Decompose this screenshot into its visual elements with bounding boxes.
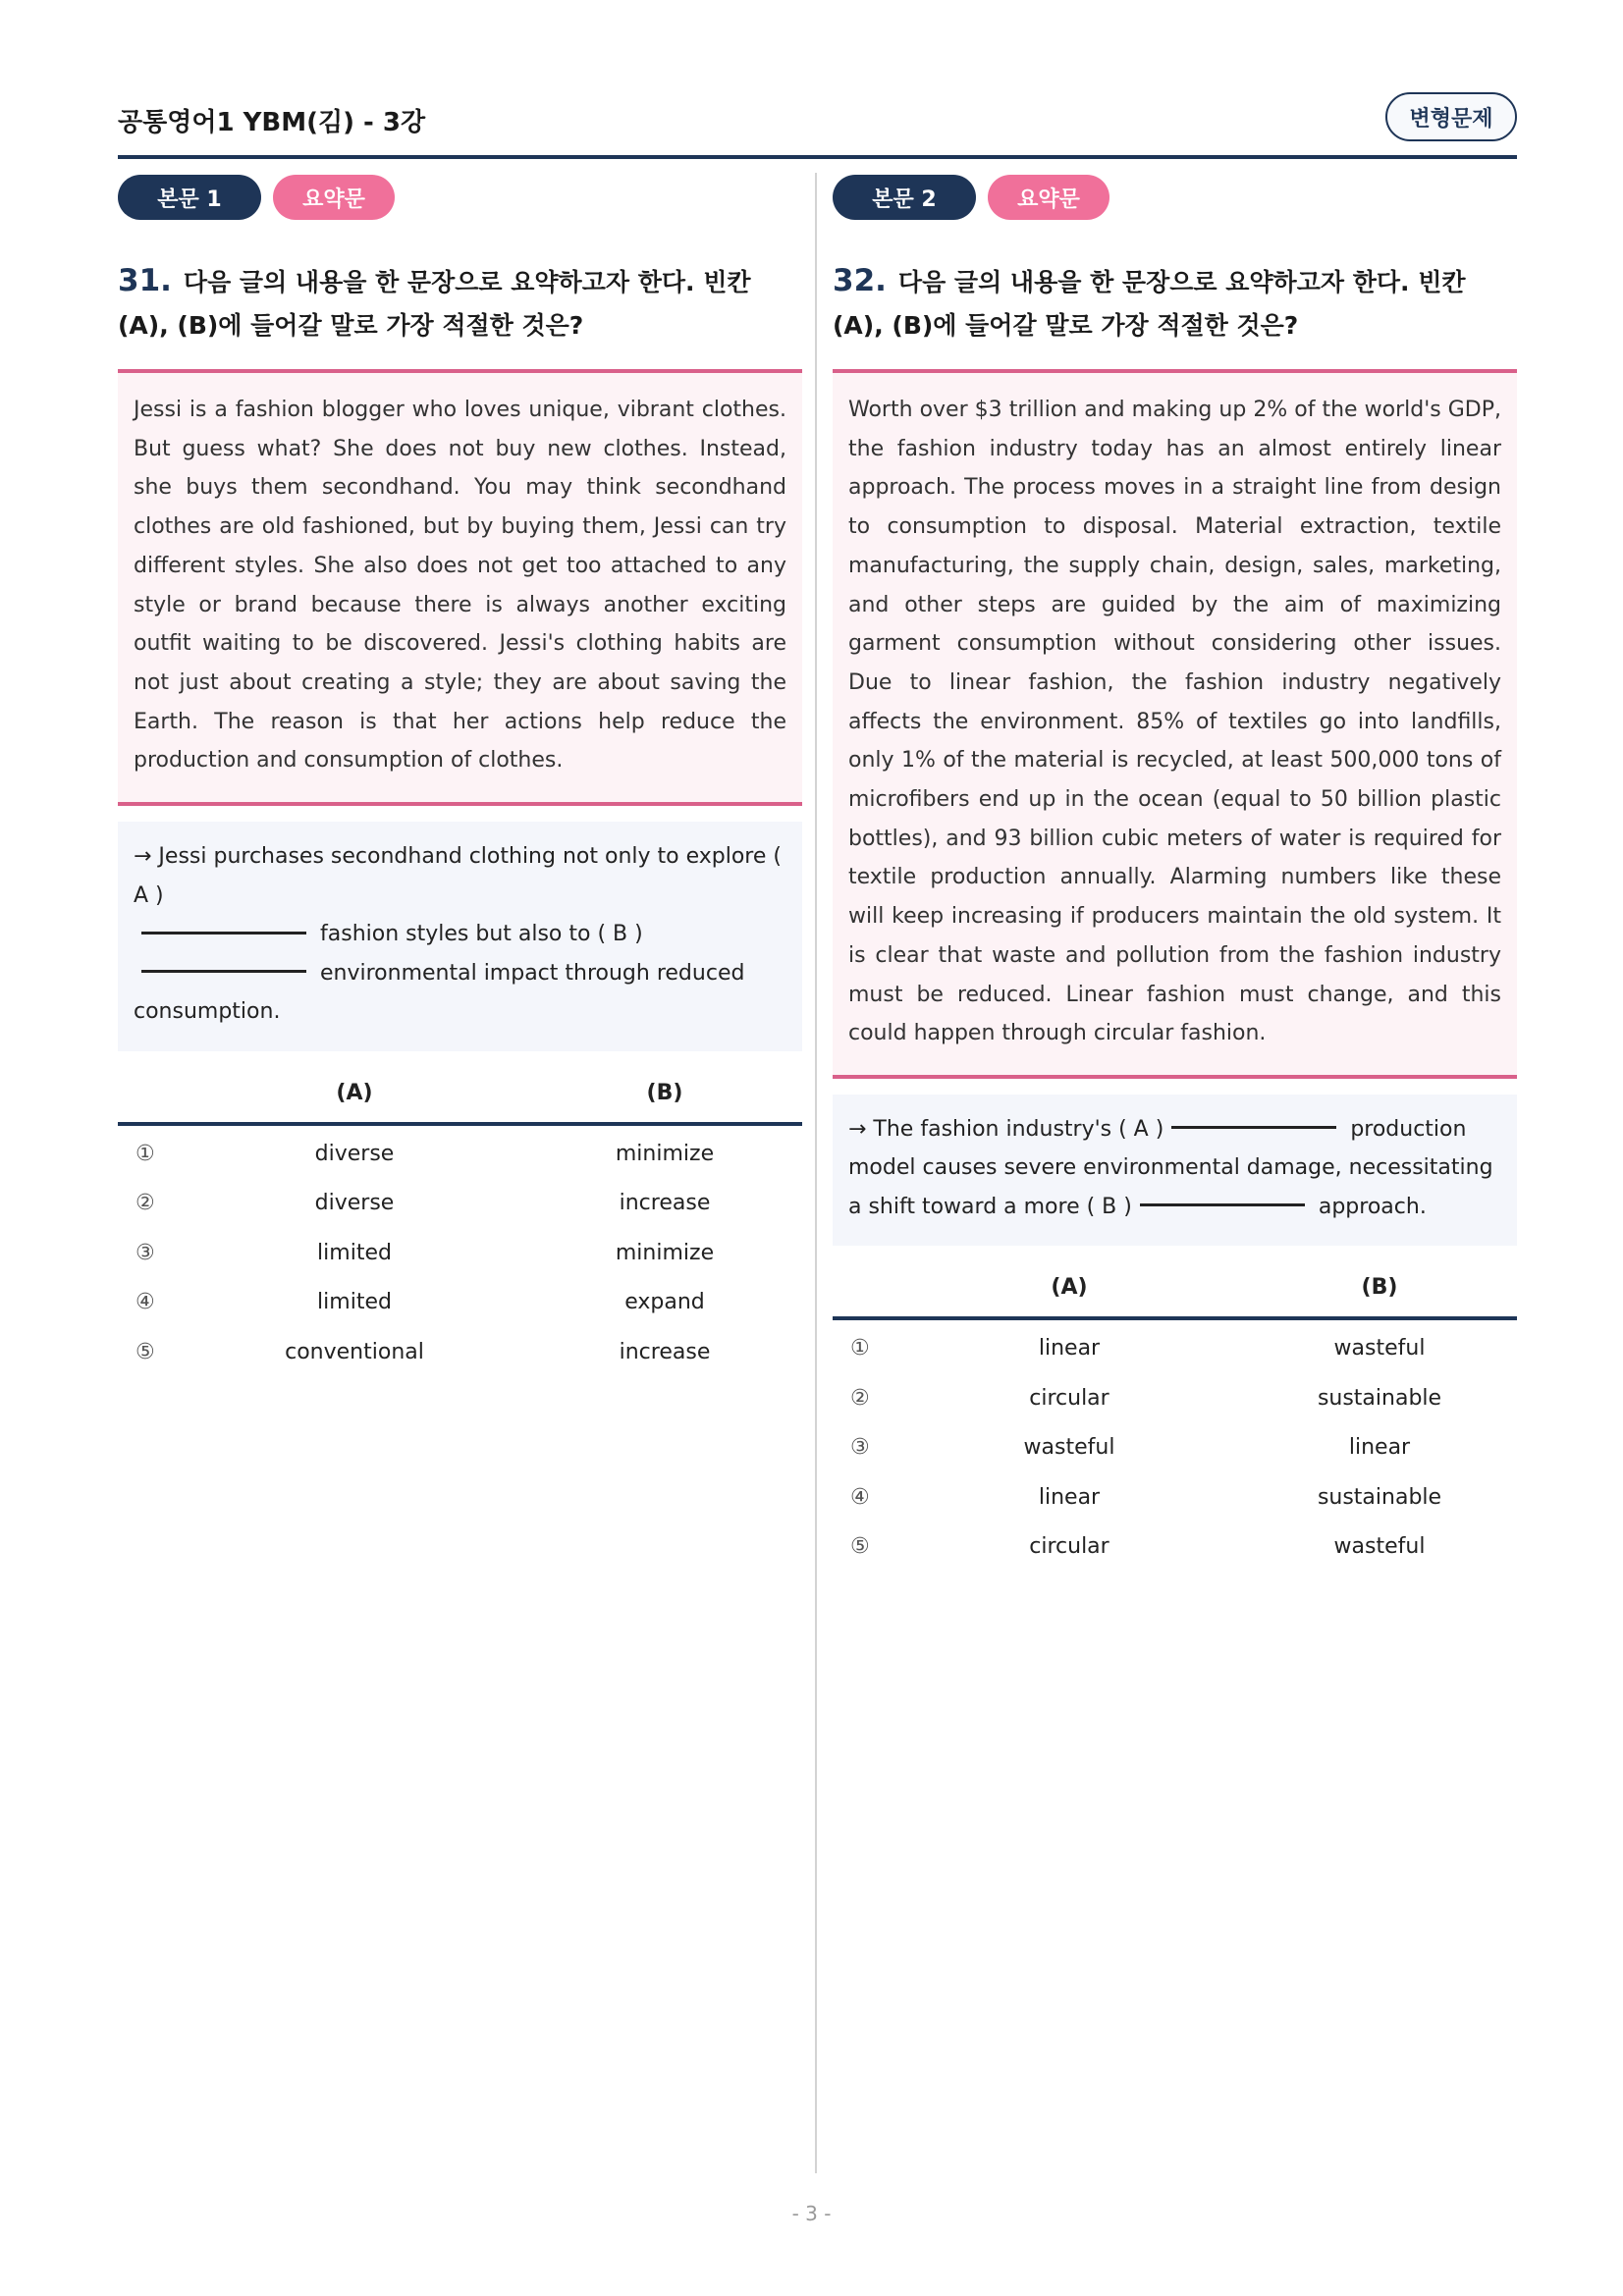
choice-a: limited — [317, 1290, 392, 1315]
passage-tag: 본문 1 — [118, 175, 261, 220]
header-rule — [118, 155, 1517, 159]
choice-b: wasteful — [1333, 1336, 1426, 1362]
choice-b: sustainable — [1317, 1385, 1442, 1411]
choice-row[interactable] — [118, 1229, 802, 1279]
choice-number: ② — [135, 1191, 155, 1216]
summary-box — [118, 822, 802, 1051]
choices-body — [118, 1126, 802, 1378]
choice-b: minimize — [615, 1141, 715, 1166]
choice-number: ② — [850, 1385, 870, 1411]
summary-part-3: environmental impact through reduced consumption. — [134, 960, 745, 1025]
choice-number: ⑤ — [135, 1339, 155, 1364]
choice-row[interactable] — [118, 1328, 802, 1378]
blank-b — [1140, 1203, 1305, 1206]
choice-number: ③ — [135, 1240, 155, 1265]
question-text: 다음 글의 내용을 한 문장으로 요약하고자 한다. 빈칸 (A), (B)에 들어갈 말로 가장 적절한 것은? — [833, 268, 1466, 340]
summary-box — [833, 1095, 1517, 1247]
choice-a: conventional — [285, 1339, 424, 1364]
choice-b: increase — [619, 1191, 711, 1216]
summary-part-2: production model causes severe environmental damage, necessitating a shift toward a more ( B ) — [848, 1116, 1493, 1219]
blank-a — [141, 932, 306, 934]
choice-number: ⑤ — [850, 1534, 870, 1560]
type-badge: 변형문제 — [1385, 92, 1517, 141]
choice-row[interactable] — [833, 1473, 1517, 1523]
choice-row[interactable] — [118, 1130, 802, 1180]
summary-tag: 요약문 — [273, 175, 395, 220]
question-number: 32. — [833, 263, 887, 298]
blank-b — [141, 970, 306, 973]
choice-b: minimize — [615, 1240, 715, 1265]
choice-row[interactable] — [118, 1179, 802, 1229]
passage-box: Jessi is a fashion blogger who loves unique, vibrant clothes. But guess what? She does not buy new clothes. Instead, she buys them secondhand. You may think secondhand clothes are old fashioned, but by buying them, Jessi can try different styles. She also does not get too attached to any style or brand because there is always another exciting outfit waiting to be discovered. Jessi's clothing habits are not just about creating a style; they are about saving the Earth. The reason is that her actions help reduce the production and consumption of clothes. — [118, 369, 802, 806]
col-b-header: (B) — [646, 1080, 683, 1105]
choice-b: expand — [624, 1290, 705, 1315]
choice-a: limited — [317, 1240, 392, 1265]
choice-a: linear — [1038, 1484, 1101, 1510]
choice-number: ③ — [850, 1435, 870, 1461]
choice-a: diverse — [314, 1191, 395, 1216]
question-number: 31. — [118, 263, 172, 298]
left-column — [118, 173, 802, 1377]
choice-a: circular — [1029, 1385, 1109, 1411]
tag-row — [118, 173, 802, 224]
choices-table — [833, 1271, 1517, 1573]
summary-part-2: fashion styles but also to ( B ) — [320, 922, 643, 947]
choice-a: diverse — [314, 1141, 395, 1166]
choice-row[interactable] — [833, 1522, 1517, 1573]
choice-number: ④ — [135, 1290, 155, 1315]
page-header — [118, 84, 1517, 159]
passage-box: Worth over $3 trillion and making up 2% of the world's GDP, the fashion industry today has an almost entirely linear approach. The process moves in a straight line from design to consumption to disposal. Material extraction, textile manufacturing, the supply chain, design, sales, marketing, and other steps are guided by the aim of maximizing garment consumption without considering other issues. Due to linear fashion, the fashion industry negatively affects the environment. 85% of textiles go into landfills, only 1% of the material is recycled, at least 500,000 tons of microfibers end up in the ocean (equal to 50 billion plastic bottles), and 93 billion cubic meters of water is required for textile production annually. Alarming numbers like these will keep increasing if producers maintain the old system. It is clear that waste and pollution from the fashion industry must be reduced. Linear fashion must change, and this could happen through circular fashion. — [833, 369, 1517, 1079]
choices-table — [118, 1077, 802, 1378]
choice-row[interactable] — [833, 1324, 1517, 1374]
col-b-header: (B) — [1361, 1275, 1398, 1301]
question — [118, 259, 802, 347]
choice-row[interactable] — [833, 1374, 1517, 1424]
question — [833, 259, 1517, 347]
tag-row — [833, 173, 1517, 224]
summary-tag: 요약문 — [988, 175, 1109, 220]
right-column — [833, 173, 1517, 1573]
choice-row[interactable] — [833, 1423, 1517, 1473]
choice-b: sustainable — [1317, 1484, 1442, 1510]
choice-b: wasteful — [1333, 1534, 1426, 1560]
choice-a: circular — [1029, 1534, 1109, 1560]
blank-a — [1171, 1126, 1336, 1129]
choice-number: ① — [850, 1336, 870, 1362]
page-number: - 3 - — [791, 2202, 832, 2225]
choice-b: linear — [1348, 1435, 1411, 1461]
choices-header — [118, 1077, 802, 1126]
page-title: 공통영어1 YBM(김) - 3강 — [118, 108, 426, 137]
passage-tag: 본문 2 — [833, 175, 976, 220]
choice-row[interactable] — [118, 1278, 802, 1328]
choice-number: ④ — [850, 1484, 870, 1510]
summary-part-1: → Jessi purchases secondhand clothing not only to explore ( A ) — [134, 844, 782, 908]
summary-part-1: → The fashion industry's ( A ) — [848, 1116, 1164, 1142]
question-text: 다음 글의 내용을 한 문장으로 요약하고자 한다. 빈칸 (A), (B)에 들어갈 말로 가장 적절한 것은? — [118, 268, 751, 340]
column-divider — [815, 173, 817, 2173]
choices-header — [833, 1271, 1517, 1320]
choice-a: wasteful — [1023, 1435, 1115, 1461]
col-a-header: (A) — [1051, 1275, 1088, 1301]
choice-b: increase — [619, 1339, 711, 1364]
col-a-header: (A) — [336, 1080, 373, 1105]
summary-part-3: approach. — [1318, 1194, 1427, 1219]
choice-a: linear — [1038, 1336, 1101, 1362]
choice-number: ① — [135, 1141, 155, 1166]
choices-body — [833, 1320, 1517, 1573]
